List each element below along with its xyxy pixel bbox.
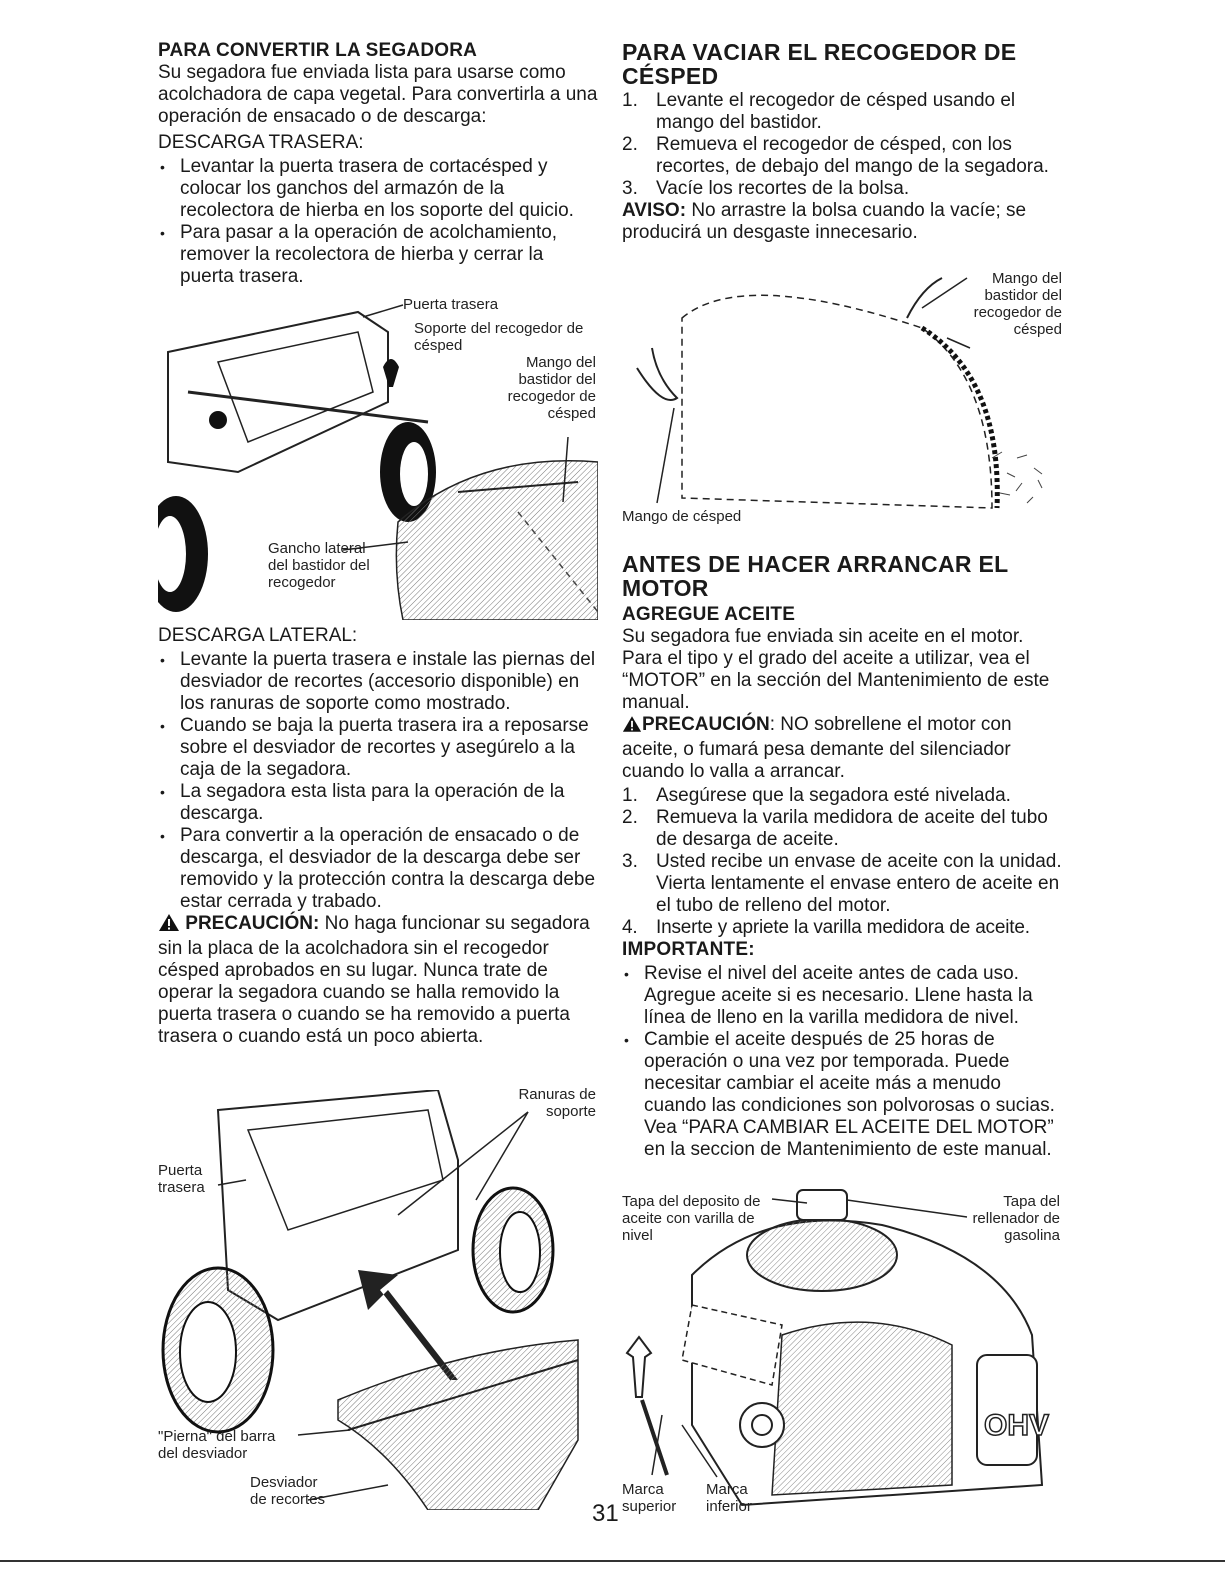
rear-discharge-list (158, 156, 598, 288)
ohv-label: OHV (984, 1409, 1050, 1442)
figure-rear-bagger (158, 292, 598, 620)
list-item: • La segadora esta lista para la operación de la descarga. (158, 781, 598, 825)
list-item: 3. Usted recibe un envase de aceite con la unidad. Vierta lentamente el envase entero de aceite en el tubo de relleno del motor. (622, 851, 1062, 916)
list-item: • Cuando se baja la puerta trasera ira a reposarse sobre el desviador de recortes y asegúrelo a la caja de la segadora. (158, 715, 598, 781)
rear-discharge-heading: DESCARGA TRASERA: (158, 132, 364, 153)
label-puerta-trasera-2: Puerta trasera (158, 1162, 205, 1196)
empty-bag-title: PARA VACIAR EL RECOGEDOR DE CÉSPED (622, 39, 1017, 89)
list-item: • Cambie el aceite después de 25 horas de operación o una vez por temporada. Puede necesitar cambiar el aceite más a menudo cuando las condiciones son polvorosas o sucias. Vea “PARA CAMBIAR EL ACEITE DEL MOTOR” en la seccion de Mantenimiento de este manual. (622, 1029, 1062, 1161)
side-discharge-heading: DESCARGA LATERAL: (158, 625, 358, 646)
list-item: 4. Inserte y apriete la varilla medidora de aceite. (622, 917, 1030, 938)
label-ranuras-soporte: Ranuras de soporte (518, 1086, 596, 1120)
caution2-label: PRECAUCIÓN (642, 714, 770, 735)
left-column (158, 40, 598, 288)
bottom-rule (0, 1560, 1225, 1562)
warning-icon (622, 715, 642, 739)
label-marca-inferior: Marca inferior (706, 1481, 752, 1515)
list-item: • Levantar la puerta trasera de cortacésped y colocar los ganchos del armazón de la recolectora de hierba en los soporte del quicio. (158, 156, 598, 222)
convert-title: PARA CONVERTIR LA SEGADORA (158, 40, 478, 61)
label-mango-bastidor: Mango del bastidor del recogedor de césped (507, 354, 596, 422)
add-oil-heading: AGREGUE ACEITE (622, 604, 796, 625)
list-item: 1. Levante el recogedor de césped usando el mango del bastidor. (622, 90, 1016, 133)
list-item: • Levante la puerta trasera e instale las piernas del desviador de recortes (accesorio disponible) en los ranuras de soporte como mostrado. (158, 649, 598, 715)
right-column-lower (622, 552, 1062, 1161)
important-label: IMPORTANTE: (622, 939, 755, 960)
important-list (622, 963, 1062, 1161)
figure-grass-bag (622, 258, 1062, 528)
caution2-paragraph: PRECAUCIÓN: NO sobrellene el motor con aceite, o fumará pesa demante del silenciador cuando lo valla a arrancar. (622, 714, 1012, 782)
label-tapa-rellenador: Tapa del rellenador de gasolina (972, 1193, 1060, 1244)
caution-paragraph (158, 913, 598, 1048)
oil-intro: Su segadora fue enviada sin aceite en el motor. Para el tipo y el grado del aceite a utilizar, vea el “MOTOR” en la sección del Mantenimiento de este manual. (622, 626, 1050, 713)
warning-icon (158, 913, 180, 938)
list-item: 1. Asegúrese que la segadora esté nivelada. (622, 785, 1011, 806)
start-engine-title: ANTES DE HACER ARRANCAR EL MOTOR (622, 551, 1009, 601)
convert-intro: Su segadora fue enviada lista para usarse como acolchadora de capa vegetal. Para convertirla a una operación de ensacado o de descarga: (158, 62, 598, 127)
caution-label: PRECAUCIÓN: (185, 913, 320, 934)
caution-text: No haga funcionar su segadora sin la placa de la acolchadora sin el recogedor césped aprobados en su lugar. Nunca trate de operar la segadora cuando se halla removido la puerta trasera o cuando se ha removido a puerta trasera o cuando está un poco abierta. (158, 913, 590, 1047)
label-desviador-recortes: Desviador de recortes (250, 1474, 326, 1508)
aviso-label: AVISO: (622, 200, 687, 221)
empty-bag-steps (622, 90, 1062, 200)
label-mango-bastidor-recogedor: Mango del bastidor del recogedor de césped (973, 270, 1062, 338)
label-soporte-recogedor: Soporte del recogedor de césped (414, 320, 584, 354)
figure-engine (622, 1185, 1062, 1525)
right-column (622, 40, 1062, 244)
side-discharge-list (158, 649, 598, 913)
list-item: • Para pasar a la operación de acolchamiento, remover la recolectora de hierba y cerrar la puerta trasera. (158, 222, 598, 288)
list-item: • Para convertir a la operación de ensacado o de descarga, el desviador de la descarga debe ser removido y la protección contra la descarga debe estar cerrada y trabado. (158, 825, 598, 913)
figure-side-discharge (158, 1086, 598, 1510)
left-column-lower (158, 625, 598, 1048)
label-mango-cesped: Mango de césped (622, 508, 742, 525)
list-item: 2. Remueva el recogedor de césped, con los recortes, de debajo del mango de la segadora. (622, 134, 1049, 177)
label-tapa-deposito: Tapa del deposito de aceite con varilla de nivel (622, 1193, 761, 1244)
label-puerta-trasera: Puerta trasera (403, 296, 499, 313)
label-pierna-barra: "Pierna" del barra del desviador (158, 1428, 276, 1462)
list-item: 3. Vacíe los recortes de la bolsa. (622, 178, 910, 199)
list-item: 2. Remueva la varila medidora de aceite del tubo de desarga de aceite. (622, 807, 1048, 850)
label-marca-superior: Marca superior (622, 1481, 677, 1515)
aviso-paragraph: AVISO: No arrastre la bolsa cuando la vacíe; se producirá un desgaste innecesario. (622, 200, 1027, 243)
page-number: 31 (592, 1500, 619, 1527)
label-gancho-lateral: Gancho lateral del bastidor del recogedor (268, 540, 370, 591)
oil-steps (622, 785, 1062, 939)
list-item: • Revise el nivel del aceite antes de cada uso. Agregue aceite si es necesario. Llene hasta la línea de lleno en la varilla medidora de nivel. (622, 963, 1062, 1029)
